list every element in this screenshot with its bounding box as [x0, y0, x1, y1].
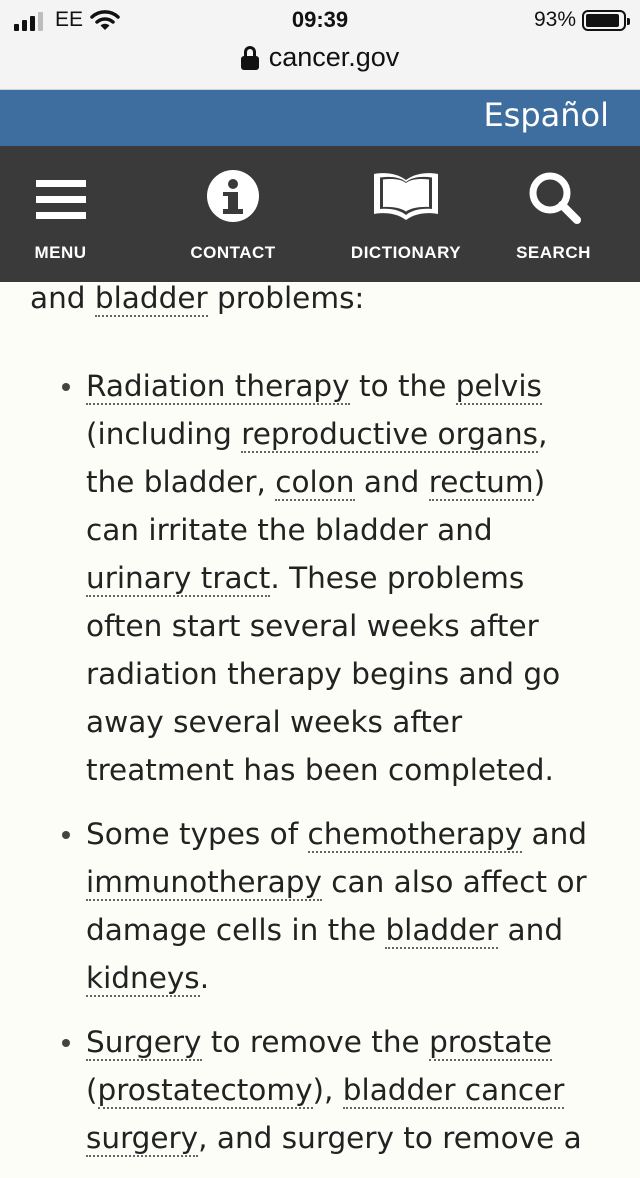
glossary-term-link[interactable]: Surgery — [86, 1025, 202, 1059]
glossary-term-link[interactable]: immunotherapy — [86, 865, 322, 899]
carrier-name: EE — [55, 8, 84, 31]
book-icon — [371, 170, 441, 222]
language-toggle-link[interactable]: Español — [483, 96, 609, 134]
nav-dictionary-button[interactable] — [345, 146, 467, 282]
glossary-term-link[interactable]: chemotherapy — [307, 817, 523, 851]
glossary-term-link[interactable]: bladder — [94, 281, 208, 315]
glossary-term-link[interactable]: bladder cancer — [342, 1073, 565, 1107]
nav-search-button[interactable] — [467, 146, 640, 282]
search-icon — [527, 170, 581, 224]
list-item: Some types of chemotherapy and immunotherapy can also affect or damage cells in the bladder and kidneys. — [30, 810, 620, 1002]
nav-search-label: SEARCH — [516, 243, 591, 262]
nav-dictionary-label: DICTIONARY — [350, 243, 462, 262]
glossary-term-link[interactable]: surgery — [86, 1121, 199, 1155]
glossary-term-link[interactable]: kidneys — [86, 961, 200, 995]
browser-url-bar[interactable] — [0, 40, 640, 90]
glossary-term-link[interactable]: rectum — [428, 465, 534, 499]
glossary-term-link[interactable]: reproductive organs — [241, 417, 539, 451]
battery-icon — [582, 10, 626, 31]
intro-paragraph: and bladder problems: — [30, 281, 365, 315]
list-item: Surgery to remove the prostate (prostatectomy), bladder cancer surgery, and surgery to remove a — [30, 1018, 620, 1162]
glossary-term-link[interactable]: colon — [275, 465, 355, 499]
main-navigation — [0, 146, 640, 282]
article-body — [0, 281, 640, 1155]
glossary-term-link[interactable]: prostate — [429, 1025, 553, 1059]
glossary-term-link[interactable]: Radiation therapy — [86, 369, 350, 403]
glossary-term-link[interactable]: urinary tract — [86, 561, 271, 595]
language-bar — [0, 90, 640, 146]
url-text: cancer.gov — [268, 42, 400, 72]
info-icon — [207, 170, 259, 222]
list-item: Radiation therapy to the pelvis (including reproductive organs, the bladder, colon and rectum) can irritate the bladder and urinary tract. These problems often start several weeks after radiation therapy begins and go away several weeks after treatment has been completed. — [30, 362, 620, 794]
battery-percent: 93% — [533, 8, 576, 31]
lock-icon — [241, 45, 259, 71]
nav-contact-label: CONTACT — [190, 243, 276, 262]
nav-menu-label: MENU — [34, 243, 87, 262]
status-time: 09:39 — [291, 7, 349, 32]
hamburger-menu-icon — [36, 180, 86, 220]
glossary-term-link[interactable]: bladder — [385, 913, 499, 947]
nav-menu-button[interactable] — [0, 146, 121, 282]
glossary-term-link[interactable]: prostatectomy — [97, 1073, 313, 1107]
status-bar — [0, 0, 640, 40]
side-effect-list — [30, 362, 620, 1162]
battery-fill — [586, 14, 619, 27]
nav-contact-button[interactable] — [121, 146, 345, 282]
glossary-term-link[interactable]: pelvis — [455, 369, 542, 403]
